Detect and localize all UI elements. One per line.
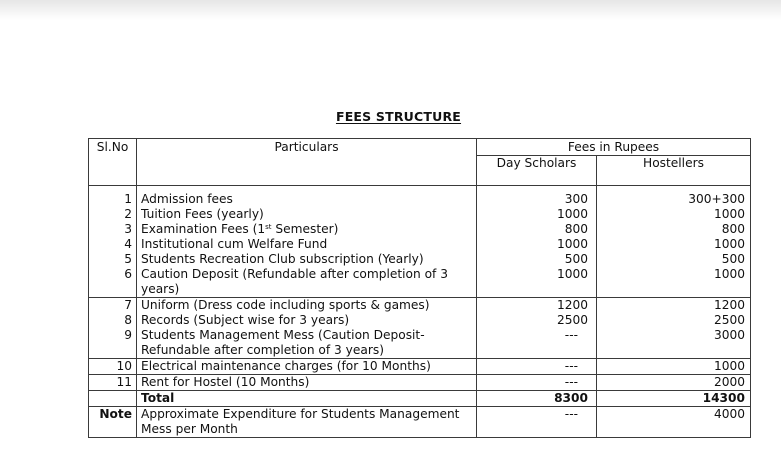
- row-particular: Admission fees: [137, 186, 477, 208]
- row-particular: Tuition Fees (yearly): [137, 207, 477, 222]
- row-hostel-fee: 2000: [597, 375, 751, 391]
- row-slno: 11: [89, 375, 137, 391]
- row-particular: Students Recreation Club subscription (Yearly): [137, 252, 477, 267]
- row-hostel-fee: 2500: [597, 313, 751, 328]
- row-particular: Records (Subject wise for 3 years): [137, 313, 477, 328]
- header-particulars: Particulars: [137, 139, 477, 186]
- total-day-fee: 8300: [477, 391, 597, 407]
- total-slno: [89, 391, 137, 407]
- row-day-fee: ---: [477, 375, 597, 391]
- row-day-fee: 800: [477, 222, 597, 237]
- table-row: [89, 359, 751, 375]
- row-slno: 7: [89, 298, 137, 314]
- row-day-fee: 1000: [477, 237, 597, 252]
- table-row: [89, 313, 751, 328]
- total-label: Total: [137, 391, 477, 407]
- row-hostel-fee: 800: [597, 222, 751, 237]
- table-row: [89, 328, 751, 359]
- total-row: [89, 391, 751, 407]
- header-fees-in-rupees: Fees in Rupees: [477, 139, 751, 156]
- total-hostel-fee: 14300: [597, 391, 751, 407]
- row-slno: 2: [89, 207, 137, 222]
- row-hostel-fee: 1000: [597, 237, 751, 252]
- header-hostellers: Hostellers: [597, 156, 751, 186]
- row-hostel-fee: 500: [597, 252, 751, 267]
- table-row: [89, 252, 751, 267]
- row-particular: Uniform (Dress code including sports & games): [137, 298, 477, 314]
- table-row: [89, 207, 751, 222]
- row-day-fee: 1000: [477, 267, 597, 298]
- row-hostel-fee: 3000: [597, 328, 751, 359]
- row-slno: 9: [89, 328, 137, 359]
- header-day-scholars: Day Scholars: [477, 156, 597, 186]
- row-day-fee: 2500: [477, 313, 597, 328]
- row-particular-text: Semester): [271, 222, 339, 236]
- note-hostel-fee: 4000: [597, 407, 751, 438]
- row-particular: [137, 222, 477, 237]
- table-row: [89, 375, 751, 391]
- note-particular: Approximate Expenditure for Students Management Mess per Month: [137, 407, 477, 438]
- table-row: [89, 186, 751, 208]
- row-slno: 5: [89, 252, 137, 267]
- window-top-shadow: [0, 0, 781, 20]
- document-title: FEES STRUCTURE: [335, 109, 462, 124]
- row-particular: Rent for Hostel (10 Months): [137, 375, 477, 391]
- table-row: [89, 237, 751, 252]
- header-slno: Sl.No: [89, 139, 137, 186]
- fees-table: [88, 138, 751, 438]
- row-hostel-fee: 300+300: [597, 186, 751, 208]
- row-hostel-fee: 1200: [597, 298, 751, 314]
- row-hostel-fee: 1000: [597, 207, 751, 222]
- row-slno: 1: [89, 186, 137, 208]
- row-particular: Caution Deposit (Refundable after completion of 3 years): [137, 267, 477, 298]
- row-slno: 10: [89, 359, 137, 375]
- row-day-fee: 500: [477, 252, 597, 267]
- table-header-row: [89, 139, 751, 156]
- row-slno: 4: [89, 237, 137, 252]
- row-particular: Institutional cum Welfare Fund: [137, 237, 477, 252]
- row-particular: Students Management Mess (Caution Deposit- Refundable after completion of 3 years): [137, 328, 477, 359]
- row-day-fee: ---: [477, 328, 597, 359]
- row-day-fee: 1000: [477, 207, 597, 222]
- row-slno: 6: [89, 267, 137, 298]
- row-particular: Electrical maintenance charges (for 10 Months): [137, 359, 477, 375]
- ordinal-superscript: st: [265, 223, 272, 231]
- note-label: Note: [89, 407, 137, 438]
- note-row: [89, 407, 751, 438]
- row-slno: 8: [89, 313, 137, 328]
- row-day-fee: 1200: [477, 298, 597, 314]
- row-particular-text: Examination Fees (1: [141, 222, 266, 236]
- row-day-fee: ---: [477, 359, 597, 375]
- row-hostel-fee: 1000: [597, 359, 751, 375]
- row-slno: 3: [89, 222, 137, 237]
- table-row: [89, 267, 751, 298]
- table-row: [89, 298, 751, 314]
- row-day-fee: 300: [477, 186, 597, 208]
- table-row: [89, 222, 751, 237]
- row-hostel-fee: 1000: [597, 267, 751, 298]
- note-day-fee: ---: [477, 407, 597, 438]
